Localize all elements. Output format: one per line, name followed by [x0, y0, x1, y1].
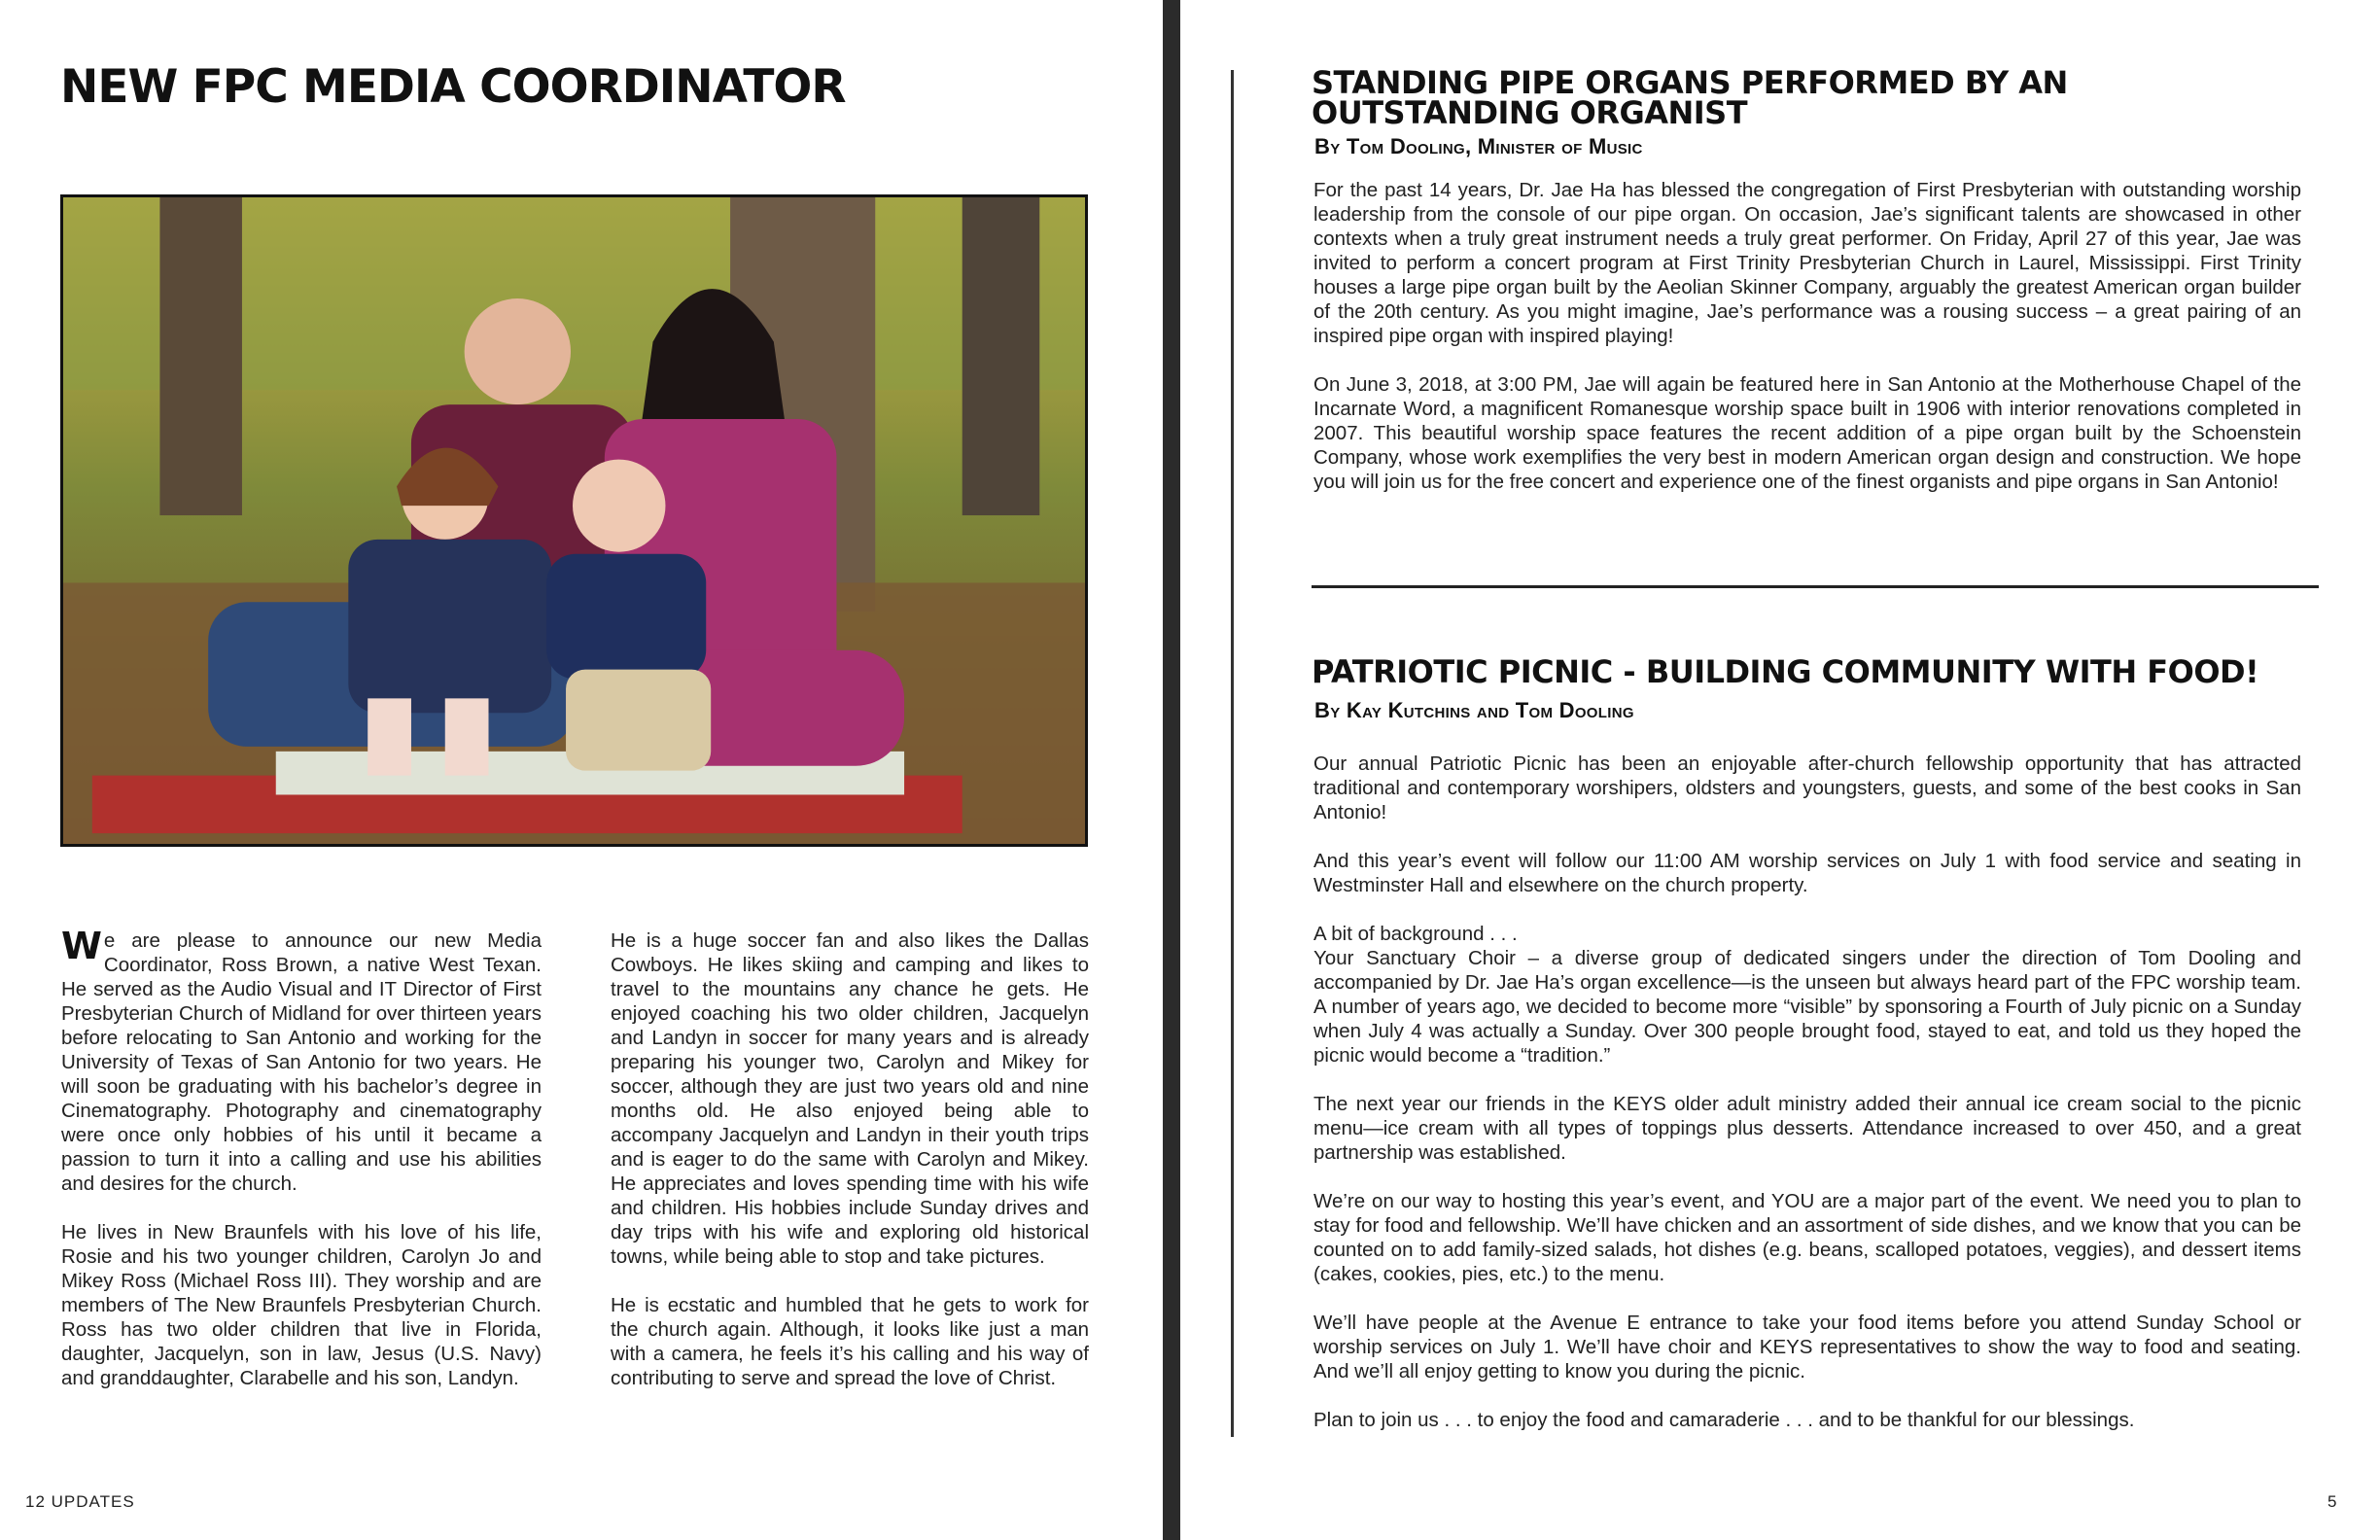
organ-paragraph-2: On June 3, 2018, at 3:00 PM, Jae will again be featured here in San Antonio at the Motherhouse Chapel of the Incarnate Word, a magnificent Romanesque worship space built in 1906 with interior renovations completed in 2007. This beautiful worship space features the recent addition of a pipe organ built by the Schoenstein Company, whose work exemplifies the very best in modern American organ design and construction. We hope you will join us for the free concert and experience one of the finest organists and pipe organs in San Antonio!	[1313, 373, 2301, 493]
column1-paragraph-1-text: e are please to announce our new Media Coordinator, Ross Brown, a native West Texan. He served as the Audio Visual and IT Director of First Presbyterian Church of Midland for over thirteen years before relocating to San Antonio and working for the University of Texas of San Antonio for two years. He will soon be graduating with his bachelor’s degree in Cinematography. Photography and cinematography were once only hobbies of his until it became a passion to turn it into a calling and use his abilities and desires for the church.	[61, 929, 542, 1195]
media-coordinator-column-2	[611, 928, 1089, 1415]
drop-cap: W	[61, 925, 102, 967]
column2-paragraph-1: He is a huge soccer fan and also likes the Dallas Cowboys. He likes skiing and camping and likes to travel to the mountains any chance he gets. He enjoyed coaching his two older children, Jacquelyn and Landyn in soccer for many years and is already preparing his younger two, Carolyn and Mikey for soccer, although they are just two years old and nine months old. He also enjoyed being able to accompany Jacquelyn and Landyn in their youth trips and is eager to do the same with Carolyn and Mikey. He appreciates and loves spending time with his wife and children. His hobbies include Sunday drives and day trips with his wife and exploring old historical towns, while being able to stop and take pictures.	[611, 929, 1089, 1268]
media-coordinator-title: NEW FPC MEDIA COORDINATOR	[60, 60, 846, 114]
organ-article-title	[1312, 64, 2068, 131]
column2-paragraph-2: He is ecstatic and humbled that he gets to work for the church again. Although, it looks like just a man with a camera, he feels it’s his calling and his way of contributing to serve and spread the love of Christ.	[611, 1294, 1089, 1389]
article-separator	[1312, 585, 2319, 588]
organ-title-line-2: OUTSTANDING ORGANIST	[1312, 94, 1748, 131]
organ-paragraph-1: For the past 14 years, Dr. Jae Ha has blessed the congregation of First Presbyterian with outstanding worship leadership from the console of our pipe organ. On occasion, Jae’s significant talents are showcased in other contexts when a truly great instrument needs a truly great performer. On Friday, April 27 of this year, Jae was invited to perform a concert program at First Trinity Presbyterian Church in Laurel, Mississippi. First Trinity houses a large pipe organ built by the Aeolian Skinner Company, arguably the greatest American organ builder of the 20th century. As you might imagine, Jae’s performance was a rousing success – a great pairing of an inspired pipe organ with inspired playing!	[1313, 179, 2301, 347]
family-photo-illustration	[63, 197, 1085, 844]
page-gutter	[1163, 0, 1180, 1540]
picnic-article-body	[1313, 752, 2301, 1456]
picnic-paragraph-5: We’re on our way to hosting this year’s event, and YOU are a major part of the event. We need you to plan to stay for food and fellowship. We’ll have chicken and an assortment of side dishes, and we know that you can be counted on to add family-sized salads, hot dishes (e.g. beans, scalloped potatoes, veggies), and dessert items (cakes, cookies, pies, etc.) to the menu.	[1313, 1190, 2301, 1285]
right-page-number: 5	[2328, 1492, 2338, 1511]
picnic-background-text: Your Sanctuary Choir – a diverse group of dedicated singers under the direction of Tom Dooling and accompanied by Dr. Jae Ha’s organ excellence—is the unseen but always heard part of the FPC worship team. A number of years ago, we decided to become more “visible” by sponsoring a Fourth of July picnic on a Sunday when July 4 was actually a Sunday. Over 300 people brought food, stayed to eat, and told us they hoped the picnic would become a “tradition.”	[1313, 947, 2301, 1067]
picnic-article-title: PATRIOTIC PICNIC - BUILDING COMMUNITY WITH FOOD!	[1312, 653, 2259, 690]
left-page-footer: 12 UPDATES	[25, 1492, 135, 1511]
column1-paragraph-2: He lives in New Braunfels with his love of his life, Rosie and his two younger children, Carolyn Jo and Mikey Ross (Michael Ross III). They worship and are members of The New Braunfels Presbyterian Church. Ross has two older children that live in Florida, daughter, Jacquelyn, son in law, Jesus (U.S. Navy) and granddaughter, Clarabelle and his son, Landyn.	[61, 1221, 542, 1389]
organ-article-body	[1313, 178, 2301, 518]
column1-paragraph-1	[61, 925, 542, 1196]
picnic-paragraph-6: We’ll have people at the Avenue E entrance to take your food items before you attend Sunday School or worship services on July 1. We’ll have choir and KEYS representatives to show the way to food and seating. And we’ll all enjoy getting to know you during the picnic.	[1313, 1312, 2301, 1382]
picnic-paragraph-3	[1313, 922, 2301, 1068]
picnic-background-heading: A bit of background . . .	[1313, 923, 1518, 945]
media-coordinator-column-1	[61, 925, 542, 1415]
picnic-paragraph-4: The next year our friends in the KEYS older adult ministry added their annual ice cream social to the picnic menu—ice cream with all types of toppings plus desserts. Attendance increased to over 450, and a great partnership was established.	[1313, 1093, 2301, 1164]
picnic-paragraph-2: And this year’s event will follow our 11:00 AM worship services on July 1 with food service and seating in Westminster Hall and elsewhere on the church property.	[1313, 850, 2301, 896]
family-photo	[60, 194, 1088, 847]
picnic-paragraph-7: Plan to join us . . . to enjoy the food and camaraderie . . . and to be thankful for our blessings.	[1313, 1409, 2135, 1431]
organ-article-byline: By Tom Dooling, Minister of Music	[1314, 134, 1643, 158]
picnic-article-byline: By Kay Kutchins and Tom Dooling	[1314, 698, 1634, 722]
organ-title-line-1: STANDING PIPE ORGANS PERFORMED BY AN	[1312, 64, 2068, 101]
picnic-paragraph-1: Our annual Patriotic Picnic has been an enjoyable after-church fellowship opportunity that has attracted traditional and contemporary worshipers, oldsters and youngsters, guests, and some of the best cooks in San Antonio!	[1313, 752, 2301, 823]
vertical-divider	[1231, 70, 1234, 1437]
